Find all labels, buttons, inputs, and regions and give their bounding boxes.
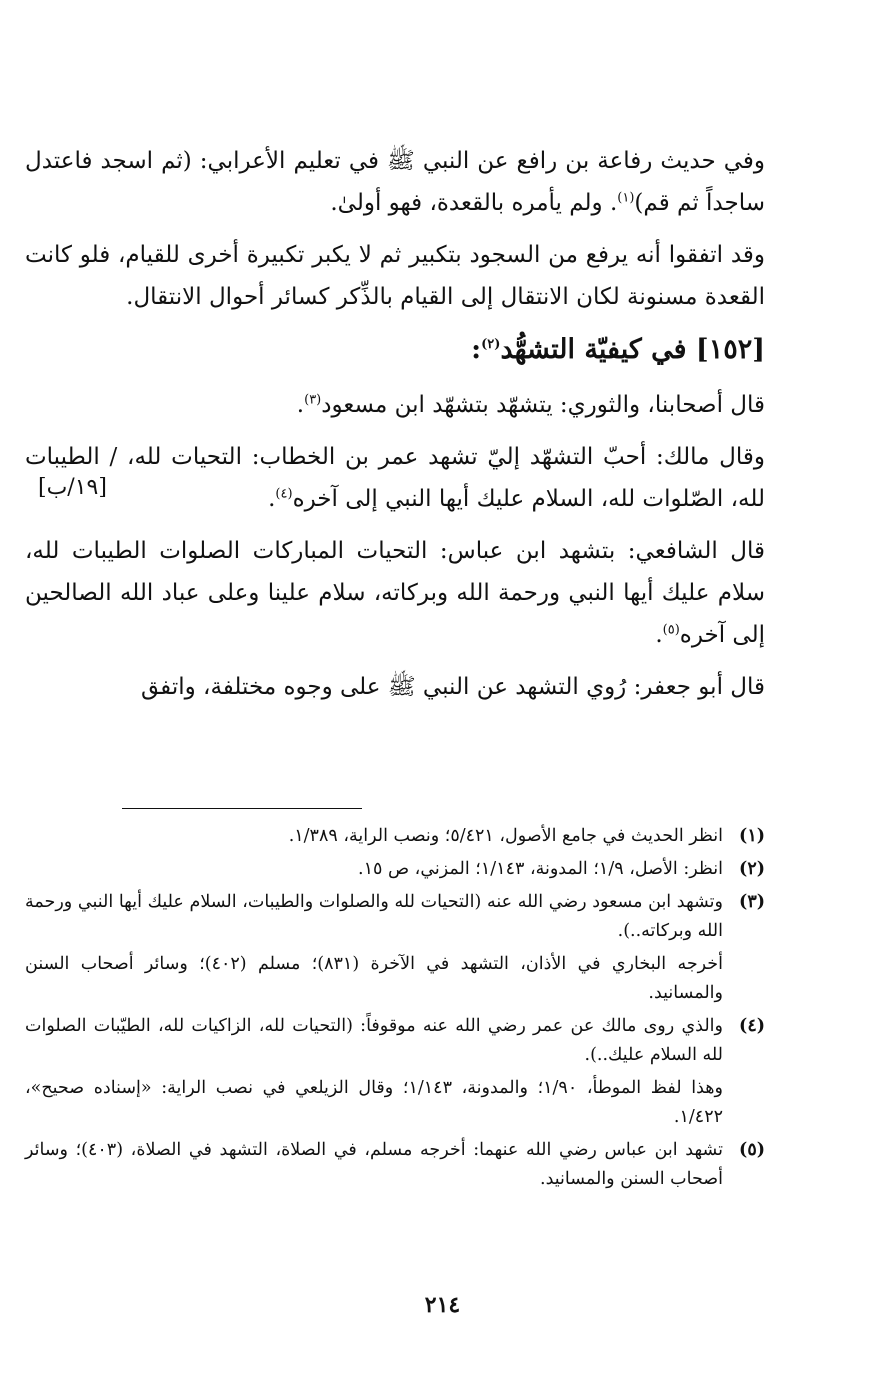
footnote-text: انظر: الأصل، ١/٩؛ المدونة، ١/١٤٣؛ المزني، ص ١٥. <box>358 859 723 879</box>
footnote-separator <box>122 808 362 809</box>
footnote-1 <box>25 822 765 851</box>
paragraph-5-tail: . <box>655 622 663 648</box>
paragraph-3-text: قال أصحابنا، والثوري: يتشهّد بتشهّد ابن مسعود <box>321 392 765 418</box>
footnote-3 <box>25 888 765 946</box>
section-title: في كيفيّة التشهُّد <box>500 334 687 365</box>
footnote-number: (٣) <box>739 892 765 912</box>
footnote-number: (٢) <box>739 859 765 879</box>
footnote-text: والذي روى مالك عن عمر رضي الله عنه موقوفاً: (التحيات لله، الزاكيات لله، الطيّبات الصلوات لله السلام عليك..). <box>25 1016 723 1065</box>
footnote-ref-3[interactable]: (٣) <box>304 392 322 408</box>
footnote-ref-5[interactable]: (٥) <box>662 622 680 638</box>
paragraph-1-tail: . ولم يأمره بالقعدة، فهو أولىٰ. <box>330 190 618 216</box>
footnote-3-continuation: أخرجه البخاري في الأذان، التشهد في الآخرة (٨٣١)؛ مسلم (٤٠٢)؛ وسائر أصحاب السنن والمسانيد. <box>25 954 723 1003</box>
paragraph-5-text: قال الشافعي: بتشهد ابن عباس: التحيات المباركات الصلوات الطيبات لله، سلام عليك أيها النبي ورحمة الله وبركاته، سلام علينا وعلى عباد الله الصالحين إلى آخره <box>25 538 765 648</box>
footnote-4-continuation: وهذا لفظ الموطأ، ١/٩٠؛ والمدونة، ١/١٤٣؛ وقال الزيلعي في نصب الراية: «إسناده صحيح»، ١/٤٢٢. <box>25 1078 723 1127</box>
footnote-number: (١) <box>739 826 765 846</box>
paragraph-1-text: وفي حديث رفاعة بن رافع عن النبي ﷺ في تعليم الأعرابي: (ثم اسجد فاعتدل ساجداً ثم قم) <box>25 148 765 216</box>
footnote-number: (٥) <box>739 1140 765 1160</box>
paragraph-2: وقد اتفقوا أنه يرفع من السجود بتكبير ثم لا يكبر تكبيرة أخرى للقيام، فلو كانت القعدة مسنونة لكان الانتقال إلى القيام بالذِّكر كسائر أحوال الانتقال. <box>25 242 765 310</box>
footnote-ref-1[interactable]: (١) <box>617 190 635 206</box>
paragraph-3-tail: . <box>296 392 305 418</box>
footnote-ref-4[interactable]: (٤) <box>275 486 293 502</box>
footnote-text: وتشهد ابن مسعود رضي الله عنه (التحيات لله والصلوات والطيبات، السلام عليك أيها النبي ورحمة الله وبركاته..). <box>25 892 723 941</box>
footnote-text: تشهد ابن عباس رضي الله عنهما: أخرجه مسلم، في الصلاة، التشهد في الصلاة، (٤٠٣)؛ وسائر أصحاب السنن والمسانيد. <box>25 1140 723 1189</box>
paragraph-4-tail: . <box>268 486 276 512</box>
footnote-4 <box>25 1012 765 1070</box>
page-number: ٢١٤ <box>424 1292 461 1318</box>
footnote-2 <box>25 855 765 884</box>
section-heading <box>25 328 765 372</box>
section-number: [١٥٢] <box>695 334 765 365</box>
footnote-text: انظر الحديث في جامع الأصول، ٥/٤٢١؛ ونصب الراية، ١/٣٨٩. <box>288 826 723 846</box>
footnotes <box>25 822 765 1198</box>
section-colon: : <box>471 334 482 365</box>
footnote-ref-2[interactable]: (٢) <box>481 337 501 352</box>
paragraph-3 <box>25 384 765 426</box>
footnote-number: (٤) <box>739 1016 765 1036</box>
paragraph-4-text: وقال مالك: أحبّ التشهّد إليّ تشهد عمر بن الخطاب: التحيات لله، / الطيبات لله، الصّلوات لله، السلام عليك أيها النبي إلى آخره <box>25 444 765 512</box>
paragraph-1 <box>25 140 765 224</box>
manuscript-folio-note: [١٩/ب] <box>38 475 107 500</box>
footnote-5 <box>25 1136 765 1194</box>
paragraph-4 <box>25 436 765 520</box>
paragraph-6: قال أبو جعفر: رُوي التشهد عن النبي ﷺ على وجوه مختلفة، واتفق <box>141 674 765 700</box>
main-text <box>25 140 765 718</box>
paragraph-5 <box>25 530 765 656</box>
